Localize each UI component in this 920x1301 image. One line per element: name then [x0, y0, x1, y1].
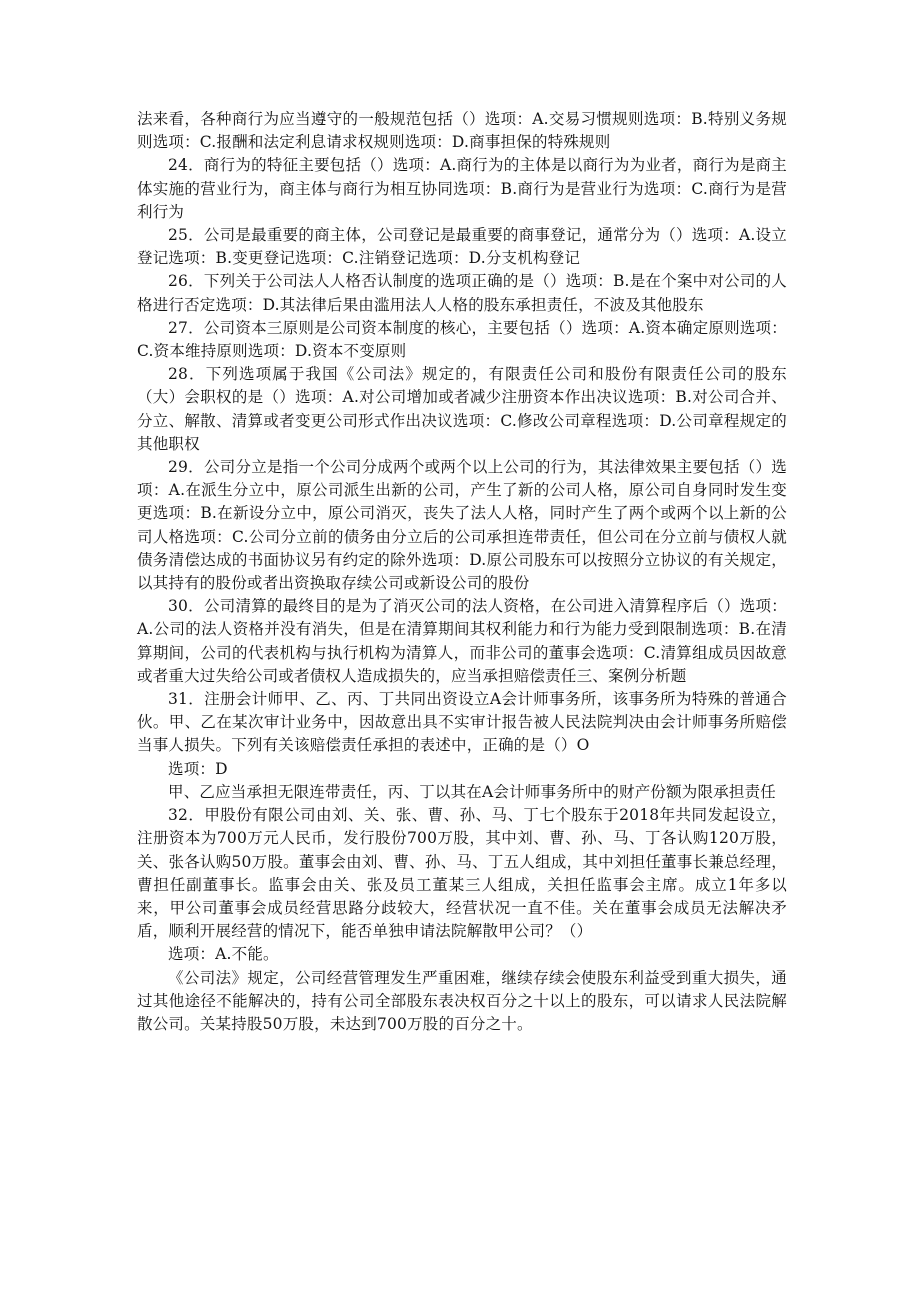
paragraph-q27: 27．公司资本三原则是公司资本制度的核心，主要包括（）选项：A.资本确定原则选项：C.资本维持原则选项：D.资本不变原则 [137, 318, 787, 361]
paragraph-q32-explanation: 《公司法》规定，公司经营管理发生严重困难，继续存续会使股东利益受到重大损失，通过其他途径不能解决的，持有公司全部股东表决权百分之十以上的股东，可以请求人民法院解散公司。关某持股50万股，未达到700万股的百分之十。 [137, 968, 787, 1033]
paragraph-q29: 29．公司分立是指一个公司分成两个或两个以上公司的行为，其法律效果主要包括（）选项：A.在派生分立中，原公司派生出新的公司，产生了新的公司人格，原公司自身同时发生变更选项：B.在新设分立中，原公司消灭，丧失了法人人格，同时产生了两个或两个以上新的公司人格选项：C.公司分立前的债务由分立后的公司承担连带责任，但公司在分立前与债权人就债务清偿达成的书面协议另有约定的除外选项：D.原公司股东可以按照分立协议的有关规定，以其持有的股份或者出资换取存续公司或新设公司的股份 [137, 458, 787, 593]
paragraph-q25: 25．公司是最重要的商主体，公司登记是最重要的商事登记，通常分为（）选项：A.设立登记选项：B.变更登记选项：C.注销登记选项：D.分支机构登记 [137, 226, 787, 268]
paragraph-q31-answer: 选项：D [168, 759, 228, 778]
paragraph-q32-answer: 选项：A.不能。 [168, 945, 279, 964]
paragraph-q30: 30．公司清算的最终目的是为了消灭公司的法人资格，在公司进入清算程序后（）选项：A.公司的法人资格并没有消失，但是在清算期间其权利能力和行为能力受到限制选项：B.在清算期间，公司的代表机构与执行机构为清算人，而非公司的董事会选项：C.清算组成员因故意或者重大过失给公司或者债权人造成损失的，应当承担赔偿责任三、案例分析题 [137, 597, 787, 685]
document-body [137, 108, 787, 1036]
paragraph-q24: 24．商行为的特征主要包括（）选项：A.商行为的主体是以商行为为业者，商行为是商主体实施的营业行为，商主体与商行为相互协同选项：B.商行为是营业行为选项：C.商行为是营利行为 [137, 156, 787, 221]
paragraph-q31-explanation: 甲、乙应当承担无限连带责任，丙、丁以其在A会计师事务所中的财产份额为限承担责任 [168, 782, 776, 801]
paragraph-q26: 26．下列关于公司法人人格否认制度的选项正确的是（）选项：B.是在个案中对公司的人格进行否定选项：D.其法律后果由滥用法人人格的股东承担责任，不波及其他股东 [137, 272, 787, 314]
paragraph-q32: 32．甲股份有限公司由刘、关、张、曹、孙、马、丁七个股东于2018年共同发起设立，注册资本为700万元人民币，发行股份700万股，其中刘、曹、孙、马、丁各认购120万股，关、张各认购50万股。董事会由刘、曹、孙、马、丁五人组成，其中刘担任董事长兼总经理，曹担任副董事长。监事会由关、张及员工董某三人组成，关担任监事会主席。成立1年多以来，甲公司董事会成员经营思路分歧较大，经营状况一直不佳。关在董事会成员无法解决矛盾，顺利开展经营的情况下，能否单独申请法院解散甲公司？（） [137, 806, 787, 941]
paragraph-q28: 28．下列选项属于我国《公司法》规定的，有限责任公司和股份有限责任公司的股东（大）会职权的是（）选项：A.对公司增加或者减少注册资本作出决议选项：B.对公司合并、分立、解散、清算或者变更公司形式作出决议选项：C.修改公司章程选项：D.公司章程规定的其他职权 [137, 365, 787, 453]
paragraph-q23-continued: 法来看，各种商行为应当遵守的一般规范包括（）选项：A.交易习惯规则选项：B.特别义务规则选项：C.报酬和法定利息请求权规则选项：D.商事担保的特殊规则 [137, 110, 787, 152]
paragraph-q31: 31．注册会计师甲、乙、丙、丁共同出资设立A会计师事务所，该事务所为特殊的普通合伙。甲、乙在某次审计业务中，因故意出具不实审计报告被人民法院判决由会计师事务所赔偿当事人损失。下列有关该赔偿责任承担的表述中，正确的是（）O [137, 690, 787, 755]
